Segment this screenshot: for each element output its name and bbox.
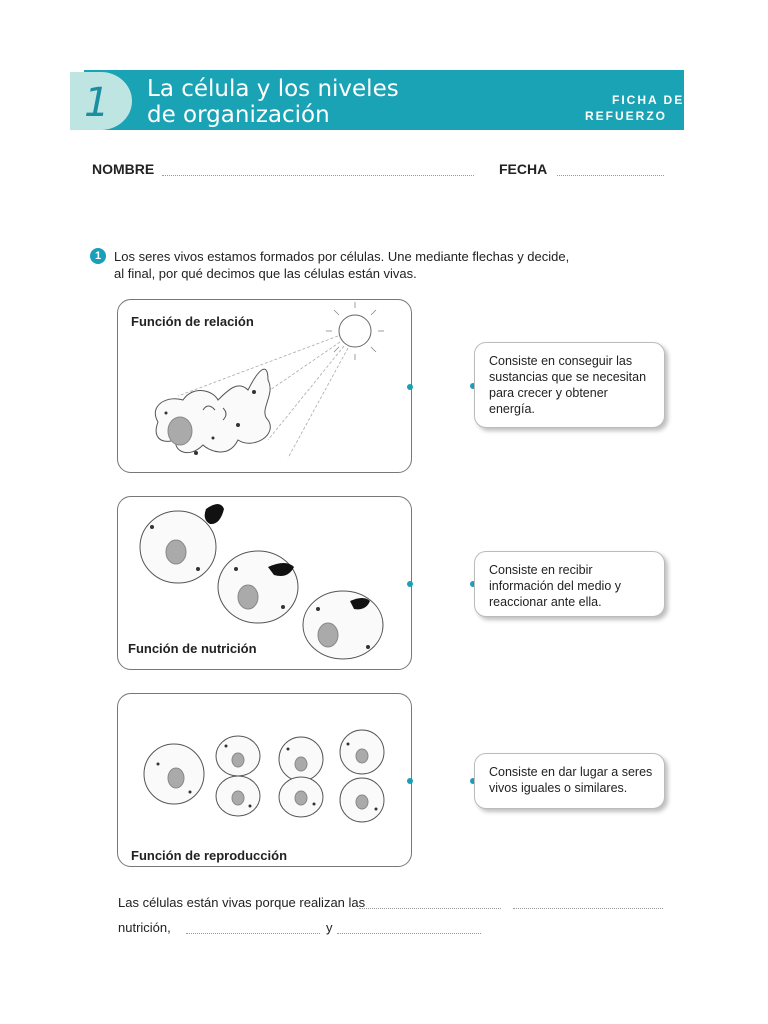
page-title-line2: de organización <box>147 102 330 128</box>
worksheet-type-line2: REFUERZO <box>585 109 667 123</box>
conclusion-text-part1: Las células están vivas porque realizan las <box>118 895 366 910</box>
page-title-line1: La célula y los niveles <box>147 76 399 102</box>
answer-blank-2[interactable] <box>513 907 663 909</box>
conclusion-text-part2: nutrición, <box>118 920 171 935</box>
panel-title-relacion: Función de relación <box>131 314 254 329</box>
definition-text-2: Consiste en recibir información del medio y reaccionar ante ella. <box>489 563 622 609</box>
definition-card-3 <box>474 753 665 809</box>
panel-title-nutricion: Función de nutrición <box>128 641 257 656</box>
panel-reproduccion <box>117 693 412 867</box>
answer-blank-1[interactable] <box>359 907 501 909</box>
definition-text-1: Consiste en conseguir las sustancias que se necesitan para crecer y obtener energía. <box>489 354 647 416</box>
worksheet-type-line1: FICHA DE <box>612 93 685 107</box>
date-label: FECHA <box>499 161 548 177</box>
panel-relacion <box>117 299 412 473</box>
cell-division-illustration <box>118 694 411 866</box>
panel-nutricion <box>117 496 412 670</box>
answer-blank-4[interactable] <box>337 932 481 934</box>
question-number-badge: 1 <box>90 248 106 264</box>
question-text-line2: al final, por qué decimos que las células están vivas. <box>114 266 417 281</box>
definition-card-2 <box>474 551 665 617</box>
connector-dot-panel-2[interactable] <box>407 581 413 587</box>
unit-number: 1 <box>84 80 110 126</box>
conclusion-text-part3: y <box>326 920 333 935</box>
definition-text-3: Consiste en dar lugar a seres vivos iguales o similares. <box>489 765 653 795</box>
question-text-line1: Los seres vivos estamos formados por células. Une mediante flechas y decide, <box>114 249 570 264</box>
definition-card-1 <box>474 342 665 428</box>
name-label: NOMBRE <box>92 161 155 177</box>
name-field[interactable] <box>162 174 474 176</box>
connector-dot-panel-1[interactable] <box>407 384 413 390</box>
panel-title-reproduccion: Función de reproducción <box>131 848 288 863</box>
answer-blank-3[interactable] <box>186 932 320 934</box>
date-field[interactable] <box>557 174 664 176</box>
connector-dot-panel-3[interactable] <box>407 778 413 784</box>
